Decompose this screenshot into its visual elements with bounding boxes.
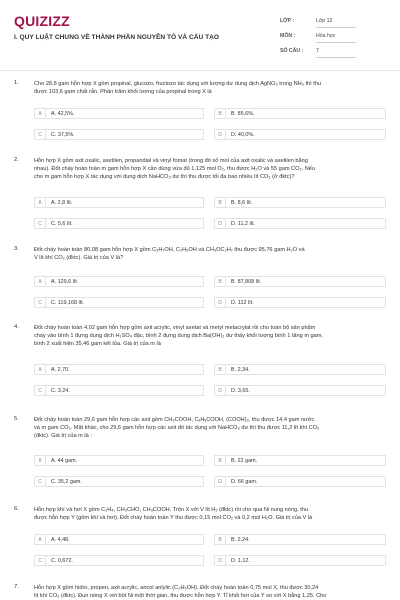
- question-line: được hỗn hợp Y (gồm khí và hơi). Đốt cháy hoàn toàn Y thu được 0,15 mol CO₂ và 0,2 mol H₂O. Giá trị của V là: [34, 515, 313, 522]
- option-d[interactable]: [214, 555, 386, 566]
- question-text: [34, 416, 384, 441]
- option-text: D. 40,0%.: [231, 132, 255, 138]
- option-letter: A: [35, 456, 46, 466]
- question-line: và m gam CO₂. Mặt khác, cho 29,6 gam hỗn hợp các axit đó tác dụng với NaHCO₃ dư thì thu được 11,2 lít khí CO₂: [34, 425, 320, 432]
- question-line: được 103,6 gam chất rắn. Phần trăm khối lượng của propinal trong X là: [34, 89, 212, 96]
- question-line: (đktc). Giá trị của m là :: [34, 433, 92, 440]
- option-letter: D: [215, 556, 226, 566]
- option-letter: A: [35, 277, 46, 287]
- meta-value: Lớp 12: [316, 18, 356, 28]
- question-line: Cho 28,8 gam hỗn hợp X gồm propinal, glucozo, fructozo tác dụng với lượng dư dung dịch AgNO₃ trong NH₃ thì thu: [34, 81, 322, 87]
- worksheet-title: I. QUY LUẬT CHUNG VỀ THÀNH PHẦN NGUYÊN TỐ VÀ CẤU TẠO: [14, 34, 220, 41]
- meta-question-count: [280, 46, 390, 62]
- question-text: [34, 584, 384, 600]
- question-line: nhau). Đốt cháy hoàn toàn m gam hỗn hợp X cần dùng vừa đủ 1,125 mol O₂, thu được H₂O và 55 gam CO₂. Nếu: [34, 166, 315, 173]
- option-letter: D: [215, 477, 226, 487]
- meta-subject: [280, 31, 390, 47]
- question-number: 6.: [14, 506, 19, 512]
- question-number: 2.: [14, 157, 19, 163]
- question-line: Hỗn hợp X gồm hidro, propen, axit acrylic, ancol anlylic (C₃H₅OH). Đốt cháy hoàn toàn 0,75 mol X, thu được 30,24: [34, 585, 319, 591]
- meta-label: MÔN :: [280, 33, 296, 39]
- option-a[interactable]: [34, 108, 204, 119]
- option-letter: B: [215, 456, 226, 466]
- option-letter: C: [35, 556, 46, 566]
- question-line: Đốt cháy hoàn toàn 4,02 gam hỗn hợp gồm axit acrylic, vinyl axetat và metyl metacrylat rồi cho toàn bộ sản phẩm: [34, 325, 316, 331]
- option-text: D. 66 gam.: [231, 479, 258, 485]
- option-b[interactable]: [214, 108, 386, 119]
- option-letter: B: [215, 109, 226, 119]
- question-line: V lít khí CO₂ (đktc). Giá trị của V là?: [34, 255, 124, 262]
- question-number: 7.: [14, 584, 19, 590]
- option-letter: B: [215, 535, 226, 545]
- option-letter: A: [35, 365, 46, 375]
- header-divider: [0, 70, 400, 71]
- option-a[interactable]: [34, 276, 204, 287]
- quizizz-logo: QUIZIZZ: [14, 13, 70, 29]
- option-a[interactable]: [34, 364, 204, 375]
- option-d[interactable]: [214, 385, 386, 396]
- option-d[interactable]: [214, 297, 386, 308]
- option-text: A. 4,48.: [51, 537, 70, 543]
- option-text: D. 11,2 lít.: [231, 221, 256, 227]
- option-text: C. 35,2 gam.: [51, 479, 82, 485]
- option-a[interactable]: [34, 534, 204, 545]
- option-b[interactable]: [214, 364, 386, 375]
- option-letter: A: [35, 109, 46, 119]
- option-letter: D: [215, 386, 226, 396]
- option-text: B. 87,808 lít.: [231, 279, 262, 285]
- meta-label: LỚP :: [280, 18, 295, 24]
- question-line: Hỗn hợp X gồm axit oxalic, axetilen, propandial và vinyl fomat (trong đó số mol của axit oxalic và axetilen bằng: [34, 158, 308, 164]
- option-text: B. 2,24.: [231, 537, 250, 543]
- option-b[interactable]: [214, 197, 386, 208]
- option-letter: D: [215, 219, 226, 229]
- option-text: C. 37,5%.: [51, 132, 75, 138]
- option-letter: A: [35, 535, 46, 545]
- option-letter: B: [215, 277, 226, 287]
- option-d[interactable]: [214, 129, 386, 140]
- option-letter: C: [35, 477, 46, 487]
- question-line: Đốt cháy hoàn toàn 29,6 gam hỗn hợp các axit gồm CH₃COOH, CₓHᵧCOOH, (COOH)₂, thu được 14,4 gam nước: [34, 417, 315, 423]
- option-c[interactable]: [34, 385, 204, 396]
- question-number: 1.: [14, 80, 19, 86]
- meta-label: SỐ CÂU :: [280, 48, 304, 54]
- option-letter: D: [215, 130, 226, 140]
- option-text: D. 3,65.: [231, 388, 250, 394]
- question-text: [34, 80, 384, 96]
- option-b[interactable]: [214, 534, 386, 545]
- option-b[interactable]: [214, 455, 386, 466]
- option-text: C. 119,168 lít.: [51, 300, 85, 306]
- option-text: C. 5,6 lít.: [51, 221, 73, 227]
- option-text: A. 44 gam.: [51, 458, 78, 464]
- option-letter: C: [35, 298, 46, 308]
- question-line: Đốt cháy hoàn toàn 80,08 gam hỗn hợp X gồm C₃H₇OH, C₂H₅OH và CH₃OC₃H₇ thu được 95,76 gam H₂O và: [34, 247, 305, 253]
- question-text: [34, 157, 384, 182]
- question-line: Hỗn hợp khí và hơi X gồm C₂H₄, CH₃CHO, CH₃COOH. Trộn X với V lít H₂ (đktc) rồi cho qua Ni nung nóng, thu: [34, 507, 309, 513]
- option-b[interactable]: [214, 276, 386, 287]
- question-text: [34, 506, 384, 522]
- option-c[interactable]: [34, 555, 204, 566]
- option-text: A. 42,5%.: [51, 111, 75, 117]
- option-text: B. 22 gam.: [231, 458, 258, 464]
- option-c[interactable]: [34, 129, 204, 140]
- option-text: A. 129,6 lít.: [51, 279, 79, 285]
- option-letter: A: [35, 198, 46, 208]
- option-letter: C: [35, 130, 46, 140]
- question-text: [34, 246, 384, 262]
- option-text: D. 112 lít.: [231, 300, 254, 306]
- question-number: 5.: [14, 416, 19, 422]
- question-text: [34, 324, 384, 349]
- option-text: B. 8,6 lít.: [231, 200, 253, 206]
- meta-value: Hóa học: [316, 33, 356, 43]
- question-number: 3.: [14, 246, 19, 252]
- option-letter: B: [215, 198, 226, 208]
- question-line: cho m gam hỗn hợp X tác dụng với dung dịch NaHCO₃ dư thì thu được tối đa bao nhiêu lít CO₂ (ở đktc)?: [34, 174, 295, 181]
- question-number: 4.: [14, 324, 19, 330]
- option-letter: C: [35, 386, 46, 396]
- option-d[interactable]: [214, 218, 386, 229]
- option-c[interactable]: [34, 297, 204, 308]
- option-letter: B: [215, 365, 226, 375]
- option-c[interactable]: [34, 218, 204, 229]
- option-text: A. 2,8 lít.: [51, 200, 73, 206]
- option-text: A. 2,70.: [51, 367, 70, 373]
- meta-value: 7: [316, 48, 356, 58]
- option-text: B. 85,6%.: [231, 111, 255, 117]
- option-text: C. 3,24.: [51, 388, 70, 394]
- worksheet-header: [0, 0, 400, 72]
- option-a[interactable]: [34, 197, 204, 208]
- option-d[interactable]: [214, 476, 386, 487]
- question-line: cháy vào bình 1 đựng dung dịch H₂SO₄ đặc, bình 2 đựng dung dịch Ba(OH)₂ dư thấy khối lượng bình 1 tăng m gam,: [34, 333, 323, 340]
- option-letter: D: [215, 298, 226, 308]
- question-line: lít khí CO₂ (đktc). Đun nóng X với bột Ni một thời gian, thu được hỗn hợp Y. Tỉ khối hơi của Y so với X bằng 1,25. Cho: [34, 593, 327, 600]
- option-c[interactable]: [34, 476, 204, 487]
- question-line: bình 2 xuất hiện 35,46 gam kết tủa. Giá trị của m là: [34, 341, 161, 348]
- meta-grade: [280, 16, 390, 32]
- option-a[interactable]: [34, 455, 204, 466]
- option-text: C. 0,672.: [51, 558, 73, 564]
- option-text: D. 1,12.: [231, 558, 250, 564]
- option-text: B. 2,34.: [231, 367, 250, 373]
- option-letter: C: [35, 219, 46, 229]
